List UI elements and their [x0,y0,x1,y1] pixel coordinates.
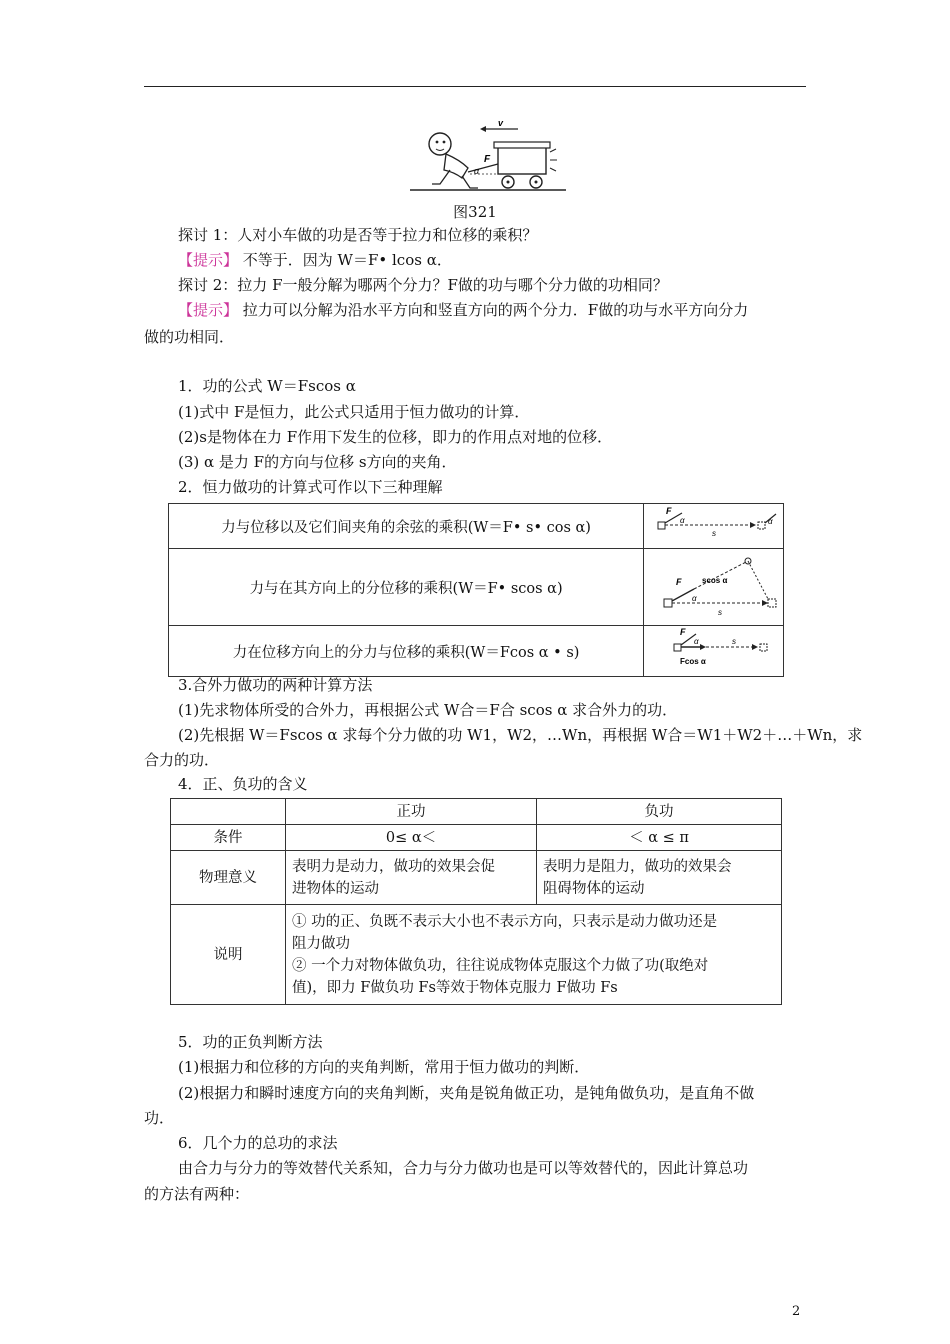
condition-label: 条件 [171,825,286,851]
section-5-title: 5．功的正负判断方法 [178,1033,323,1051]
meaning-negative: 表明力是阻力，做功的效果会 阻碍物体的运动 [537,851,782,905]
page-number: 2 [792,1304,801,1319]
svg-text:s: s [712,529,717,538]
pull-rope [468,164,498,172]
section-1-item: (3) α 是力 F的方向与位移 s方向的夹角． [178,453,457,471]
svg-text:s: s [732,637,737,646]
section-5-item: (2)根据力和瞬时速度方向的夹角判断，夹角是锐角做正功，是钝角做负功，是直角不做 [178,1084,755,1102]
note-content: ① 功的正、负既不表示大小也不表示方向，只表示是动力做功还是 阻力做功 ② 一个力对物体做负功，往往说成物体克服这个力做了功(取绝对 值)，即力 F做负功 Fs等效于物体克服力 F做功 Fs [286,905,782,1005]
meaning-label: 物理意义 [171,851,286,905]
force-label: F [484,154,491,165]
hint-1-text: 不等于．因为 W＝F• lcos α． [238,251,452,269]
hint-label: 【提示】 [178,251,239,269]
svg-text:α: α [694,637,699,646]
section-4-title: 4．正、负功的含义 [178,775,308,793]
force-component-diagram [644,626,778,672]
section-3-item: (2)先根据 W＝Fscos α 求每个分力做的功 W1，W2，…Wn，再根据 W合＝W1＋W2＋…＋Wn，求 [178,726,863,744]
section-3-title: 3.合外力做功的两种计算方法 [178,676,373,694]
condition-positive: 0≤ α＜ [286,825,537,851]
svg-text:F: F [676,577,682,587]
section-6-title: 6．几个力的总功的求法 [178,1134,338,1152]
hint-2-text: 拉力可以分解为沿水平方向和竖直方向的两个分力．F做的功与水平方向分力 [238,301,749,319]
svg-text:Fcos α: Fcos α [680,657,707,666]
hint-label: 【提示】 [178,301,239,319]
section-3-item: (1)先求物体所受的合外力，再根据公式 W合＝F合 scos α 求合外力的功． [178,701,678,719]
svg-text:scos α: scos α [702,576,728,585]
section-5-item-cont: 功． [144,1109,175,1127]
work-formula-table [168,503,784,677]
header-rule [144,86,806,87]
table-header-empty [171,799,286,825]
hint-2 [178,300,748,320]
component-displacement-diagram [644,549,778,621]
person-head [429,133,451,155]
svg-text:F: F [666,506,672,516]
discussion-2: 探讨 2：拉力 F一般分解为哪两个分力？F做的功与哪个分力做的功相同？ [178,276,668,294]
condition-negative: ＜ α ≤ π [537,825,782,851]
section-1-item: (1)式中 F是恒力，此公式只适用于恒力做功的计算． [178,403,530,421]
hint-2-cont: 做的功相同． [144,328,235,346]
positive-negative-work-table [170,798,782,1005]
svg-text:α: α [692,594,697,603]
table-row: 力与位移以及它们间夹角的余弦的乘积(W＝F• s• cos α) [169,504,644,549]
section-3-item-cont: 合力的功． [144,751,220,769]
table-header-negative: 负功 [537,799,782,825]
table-row: 力在位移方向上的分力与位移的乘积(W＝Fcos α • s) [169,626,644,677]
section-5-item: (1)根据力和位移的方向的夹角判断，常用于恒力做功的判断． [178,1058,590,1076]
discussion-1: 探讨 1：人对小车做的功是否等于拉力和位移的乘积？ [178,226,538,244]
section-6-text-cont: 的方法有两种： [144,1185,250,1203]
cart-pulling-figure [410,116,566,196]
hint-1 [178,250,452,270]
svg-text:s: s [718,608,723,617]
figure-caption: 图321 [453,203,497,221]
note-label: 说明 [171,905,286,1005]
section-1-title: 1．功的公式 W＝Fscos α [178,377,356,395]
svg-text:α: α [768,517,773,526]
section-2-title: 2．恒力做功的计算式可作以下三种理解 [178,478,443,496]
svg-text:F: F [680,627,686,637]
table-row: 力与在其方向上的分位移的乘积(W＝F• scos α) [169,549,644,626]
section-6-text: 由合力与分力的等效替代关系知，合力与分力做功也是可以等效替代的，因此计算总功 [178,1159,749,1177]
force-displacement-diagram [644,504,778,544]
meaning-positive: 表明力是动力，做功的效果会促 进物体的运动 [286,851,537,905]
velocity-label: v [498,118,504,128]
section-1-item: (2)s是物体在力 F作用下发生的位移，即力的作用点对地的位移． [178,428,613,446]
svg-text:α: α [680,516,685,525]
angle-label: α [474,166,480,176]
table-header-positive: 正功 [286,799,537,825]
